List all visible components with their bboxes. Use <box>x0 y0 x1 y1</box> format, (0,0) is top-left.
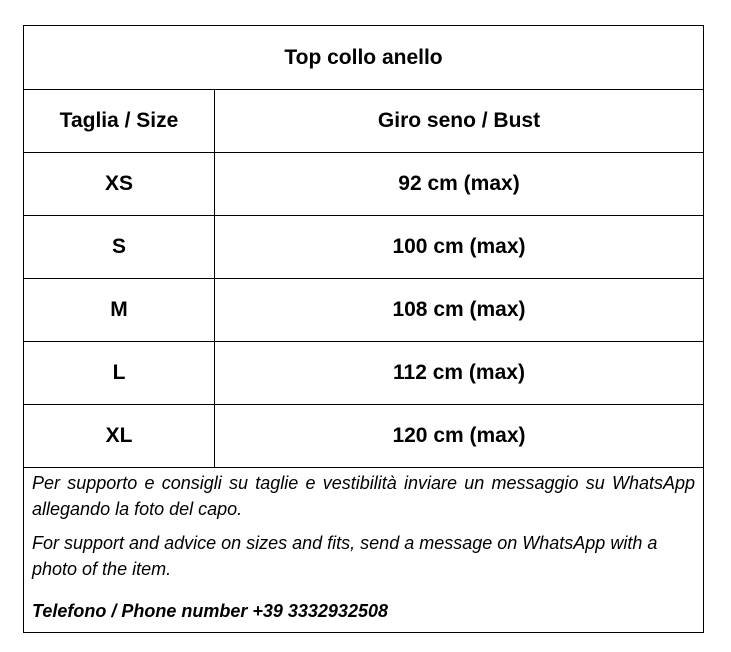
bust-cell: 112 cm (max) <box>215 342 704 405</box>
bust-cell: 108 cm (max) <box>215 279 704 342</box>
support-note-italian: Per supporto e consigli su taglie e vestibilità inviare un messaggio su WhatsApp allegando la foto del capo. <box>32 473 695 519</box>
table-row <box>24 153 703 216</box>
size-cell: M <box>24 279 215 342</box>
size-chart-sheet <box>23 25 704 633</box>
size-cell: L <box>24 342 215 405</box>
table-row <box>24 279 703 342</box>
support-note-english: For support and advice on sizes and fits, send a message on WhatsApp with a photo of the item. <box>32 533 658 579</box>
header-size: Taglia / Size <box>24 90 215 153</box>
size-cell: XL <box>24 405 215 468</box>
header-bust: Giro seno / Bust <box>215 90 704 153</box>
bust-cell: 120 cm (max) <box>215 405 704 468</box>
table-row <box>24 216 703 279</box>
phone-number: Telefono / Phone number +39 3332932508 <box>32 601 388 621</box>
header-row <box>24 90 703 153</box>
size-cell: XS <box>24 153 215 216</box>
size-table <box>24 90 703 468</box>
table-row <box>24 342 703 405</box>
bust-cell: 92 cm (max) <box>215 153 704 216</box>
size-cell: S <box>24 216 215 279</box>
table-row <box>24 405 703 468</box>
chart-title: Top collo anello <box>24 26 703 90</box>
support-notes <box>24 468 703 624</box>
bust-cell: 100 cm (max) <box>215 216 704 279</box>
